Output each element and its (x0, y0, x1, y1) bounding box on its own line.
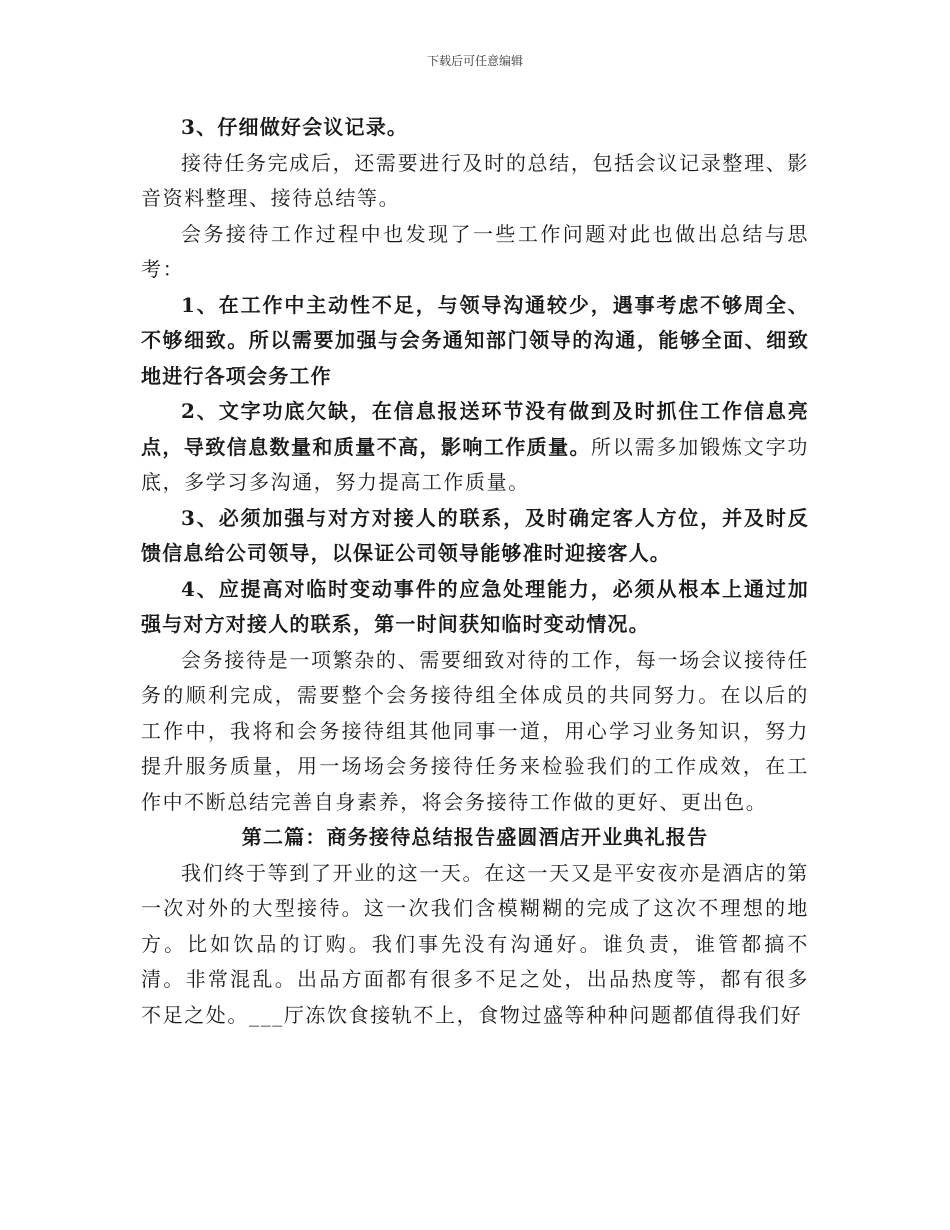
paragraph-opening-report: 我们终于等到了开业的这一天。在这一天又是平安夜亦是酒店的第一次对外的大型接待。这一次我们含模糊糊的完成了这次不理想的地方。比如饮品的订购。我们事先没有沟通好。谁负责，谁管都搞不清。非常混乱。出品方面都有很多不足之处，出品热度等，都有很多不足之处。___厅冻饮食接轨不上，食物过盛等种种问题都值得我们好 (141, 860, 809, 1027)
point-2-normal-text: 所以需多加锻炼文字功底，多学习多沟通，努力提高工作质量。 (141, 434, 810, 494)
page-header: 下载后可任意编辑 (426, 54, 523, 68)
paragraph-problems-intro: 会务接待工作过程中也发现了一些工作问题对此也做出总结与思考： (141, 221, 809, 281)
paragraph-point-1: 1、在工作中主动性不足，与领导沟通较少，遇事考虑不够周全、不够细致。所以需要加强与会务通知部门领导的沟通，能够全面、细致地进行各项会务工作 (141, 292, 809, 388)
paragraph-meeting-records: 3、仔细做好会议记录。 (181, 115, 409, 139)
paragraph-point-4: 4、应提高对临时变动事件的应急处理能力，必须从根本上通过加强与对方对接人的联系，第一时间获知临时变动情况。 (141, 576, 809, 636)
point-2-bold-text: 2、文字功底欠缺，在信息报送环节没有做到及时抓住工作信息亮点，导致信息数量和质量不高，影响工作质量。 (141, 399, 809, 459)
document-body (141, 110, 809, 1033)
paragraph-point-2 (141, 394, 809, 501)
paragraph-conclusion: 会务接待是一项繁杂的、需要细致对待的工作，每一场会议接待任务的顺利完成，需要整个会务接待组全体成员的共同努力。在以后的工作中，我将和会务接待组其他同事一道，用心学习业务知识，努力提升服务质量，用一场场会务接待任务来检验我们的工作成效，在工作中不断总结完善自身素养，将会务接待工作做的更好、更出色。 (141, 647, 809, 814)
section-heading: 第二篇：商务接待总结报告盛圆酒店开业典礼报告 (241, 825, 709, 849)
paragraph-summary: 接待任务完成后，还需要进行及时的总结，包括会议记录整理、影音资料整理、接待总结等。 (141, 150, 809, 210)
paragraph-point-3: 3、必须加强与对方对接人的联系，及时确定客人方位，并及时反馈信息给公司领导，以保证公司领导能够准时迎接客人。 (141, 505, 809, 565)
